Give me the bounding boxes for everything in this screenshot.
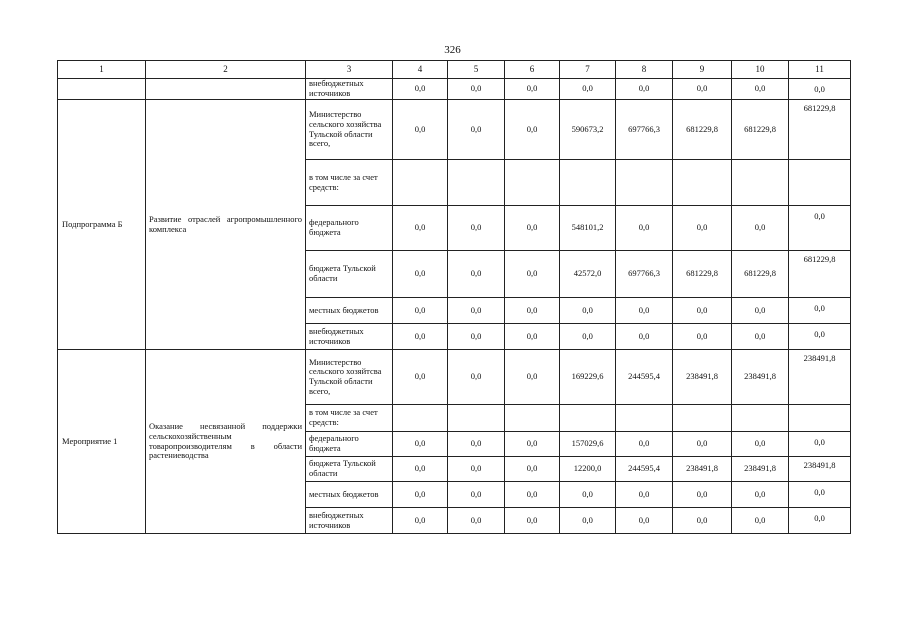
value-cell: 0,0 [616, 298, 673, 324]
value-cell: 0,0 [673, 482, 732, 508]
column-header: 9 [673, 61, 732, 79]
value-cell: 0,0 [448, 79, 505, 100]
value-cell: 0,0 [505, 298, 560, 324]
value-cell: 0,0 [448, 324, 505, 350]
value-cell: 238491,8 [673, 457, 732, 482]
value-cell: 0,0 [505, 350, 560, 405]
value-cell: 0,0 [505, 432, 560, 457]
value-cell: 238491,8 [732, 457, 789, 482]
value-cell [732, 405, 789, 432]
value-cell: 157029,6 [560, 432, 616, 457]
value-cell: 0,0 [448, 457, 505, 482]
value-cell: 548101,2 [560, 206, 616, 251]
source-cell: внебюджетных источников [306, 79, 393, 100]
header-row [58, 61, 851, 79]
funding-source-cell: Министерство сельского хозяйства Тульской области всего, [306, 100, 393, 160]
value-cell: 0,0 [505, 251, 560, 298]
value-cell: 0,0 [393, 206, 448, 251]
funding-source-cell: местных бюджетов [306, 298, 393, 324]
value-cell: 169229,6 [560, 350, 616, 405]
funding-source-cell: местных бюджетов [306, 482, 393, 508]
value-cell: 0,0 [673, 298, 732, 324]
funding-source-cell: бюджета Тульской области [306, 457, 393, 482]
column-header: 10 [732, 61, 789, 79]
value-cell: 0,0 [560, 298, 616, 324]
column-header: 4 [393, 61, 448, 79]
value-cell [393, 160, 448, 206]
description-cell [146, 79, 306, 100]
value-cell: 0,0 [393, 79, 448, 100]
value-cell: 681229,8 [732, 100, 789, 160]
value-cell: 0,0 [448, 432, 505, 457]
value-cell: 12200,0 [560, 457, 616, 482]
value-cell: 238491,8 [789, 457, 851, 482]
column-header: 2 [146, 61, 306, 79]
column-header: 6 [505, 61, 560, 79]
value-cell: 0,0 [732, 79, 789, 100]
value-cell: 0,0 [393, 457, 448, 482]
page-number: 326 [444, 44, 461, 56]
value-cell: 0,0 [789, 79, 851, 100]
column-header: 5 [448, 61, 505, 79]
value-cell: 0,0 [732, 432, 789, 457]
table-row [58, 350, 851, 405]
value-cell: 0,0 [448, 206, 505, 251]
value-cell: 244595,4 [616, 350, 673, 405]
value-cell [616, 160, 673, 206]
value-cell: 42572,0 [560, 251, 616, 298]
value-cell: 0,0 [673, 324, 732, 350]
value-cell: 0,0 [393, 298, 448, 324]
value-cell: 0,0 [673, 79, 732, 100]
value-cell: 0,0 [448, 251, 505, 298]
value-cell: 0,0 [616, 508, 673, 534]
value-cell [505, 160, 560, 206]
value-cell: 0,0 [789, 432, 851, 457]
funding-source-cell: Министерство сельского хозяйтсва Тульской области всего, [306, 350, 393, 405]
value-cell: 0,0 [732, 298, 789, 324]
value-cell [560, 160, 616, 206]
value-cell [505, 405, 560, 432]
name-cell [58, 79, 146, 100]
value-cell: 681229,8 [673, 251, 732, 298]
value-cell: 0,0 [789, 508, 851, 534]
value-cell: 697766,3 [616, 100, 673, 160]
value-cell: 0,0 [393, 432, 448, 457]
program-description-cell: Оказание несвязанной поддержки сельскохозяйственным товаропроизводителям в области растениеводства [146, 350, 306, 534]
value-cell: 0,0 [560, 508, 616, 534]
column-header: 3 [306, 61, 393, 79]
value-cell: 697766,3 [616, 251, 673, 298]
funding-source-cell: федерального бюджета [306, 432, 393, 457]
value-cell: 0,0 [505, 508, 560, 534]
value-cell: 681229,8 [673, 100, 732, 160]
value-cell: 0,0 [393, 324, 448, 350]
value-cell: 0,0 [673, 432, 732, 457]
funding-source-cell: внебюджетных источников [306, 508, 393, 534]
value-cell: 0,0 [789, 482, 851, 508]
funding-source-cell: бюджета Тульской области [306, 251, 393, 298]
value-cell: 0,0 [393, 350, 448, 405]
column-header: 1 [58, 61, 146, 79]
value-cell: 590673,2 [560, 100, 616, 160]
value-cell: 0,0 [616, 482, 673, 508]
value-cell: 238491,8 [789, 350, 851, 405]
value-cell: 0,0 [448, 350, 505, 405]
column-header: 7 [560, 61, 616, 79]
value-cell: 0,0 [616, 432, 673, 457]
funding-source-cell: федерального бюджета [306, 206, 393, 251]
value-cell: 0,0 [789, 206, 851, 251]
funding-source-cell: в том числе за счет средств: [306, 160, 393, 206]
value-cell [789, 160, 851, 206]
value-cell: 0,0 [393, 482, 448, 508]
program-description-cell: Развитие отраслей агропромышленного комплекса [146, 100, 306, 350]
value-cell: 0,0 [789, 324, 851, 350]
table-row [58, 100, 851, 160]
value-cell: 0,0 [393, 508, 448, 534]
value-cell: 0,0 [505, 457, 560, 482]
value-cell: 0,0 [560, 324, 616, 350]
value-cell [789, 405, 851, 432]
value-cell: 0,0 [448, 100, 505, 160]
column-header: 11 [789, 61, 851, 79]
value-cell: 0,0 [393, 100, 448, 160]
value-cell [393, 405, 448, 432]
value-cell: 0,0 [505, 206, 560, 251]
funding-source-cell: внебюджетных источников [306, 324, 393, 350]
value-cell [732, 160, 789, 206]
column-header: 8 [616, 61, 673, 79]
program-name-cell: Подпрограмма Б [58, 100, 146, 350]
value-cell: 0,0 [732, 482, 789, 508]
value-cell: 238491,8 [732, 350, 789, 405]
continuation-row [58, 79, 851, 100]
value-cell: 681229,8 [789, 100, 851, 160]
funding-source-cell: в том числе за счет средств: [306, 405, 393, 432]
value-cell [673, 405, 732, 432]
value-cell: 0,0 [732, 508, 789, 534]
program-name-cell: Мероприятие 1 [58, 350, 146, 534]
value-cell: 0,0 [616, 79, 673, 100]
budget-table [57, 60, 851, 534]
value-cell: 0,0 [673, 206, 732, 251]
value-cell: 0,0 [505, 79, 560, 100]
value-cell: 238491,8 [673, 350, 732, 405]
value-cell: 0,0 [673, 508, 732, 534]
value-cell: 0,0 [789, 298, 851, 324]
value-cell: 0,0 [448, 508, 505, 534]
value-cell: 0,0 [448, 298, 505, 324]
value-cell [448, 160, 505, 206]
value-cell: 0,0 [448, 482, 505, 508]
value-cell: 0,0 [560, 482, 616, 508]
value-cell: 681229,8 [789, 251, 851, 298]
value-cell: 0,0 [393, 251, 448, 298]
value-cell: 0,0 [616, 324, 673, 350]
value-cell: 0,0 [505, 100, 560, 160]
value-cell: 0,0 [732, 324, 789, 350]
value-cell [616, 405, 673, 432]
value-cell: 0,0 [505, 324, 560, 350]
value-cell: 0,0 [616, 206, 673, 251]
value-cell: 0,0 [560, 79, 616, 100]
value-cell: 244595,4 [616, 457, 673, 482]
value-cell: 0,0 [505, 482, 560, 508]
value-cell: 681229,8 [732, 251, 789, 298]
value-cell: 0,0 [732, 206, 789, 251]
value-cell [673, 160, 732, 206]
value-cell [560, 405, 616, 432]
value-cell [448, 405, 505, 432]
